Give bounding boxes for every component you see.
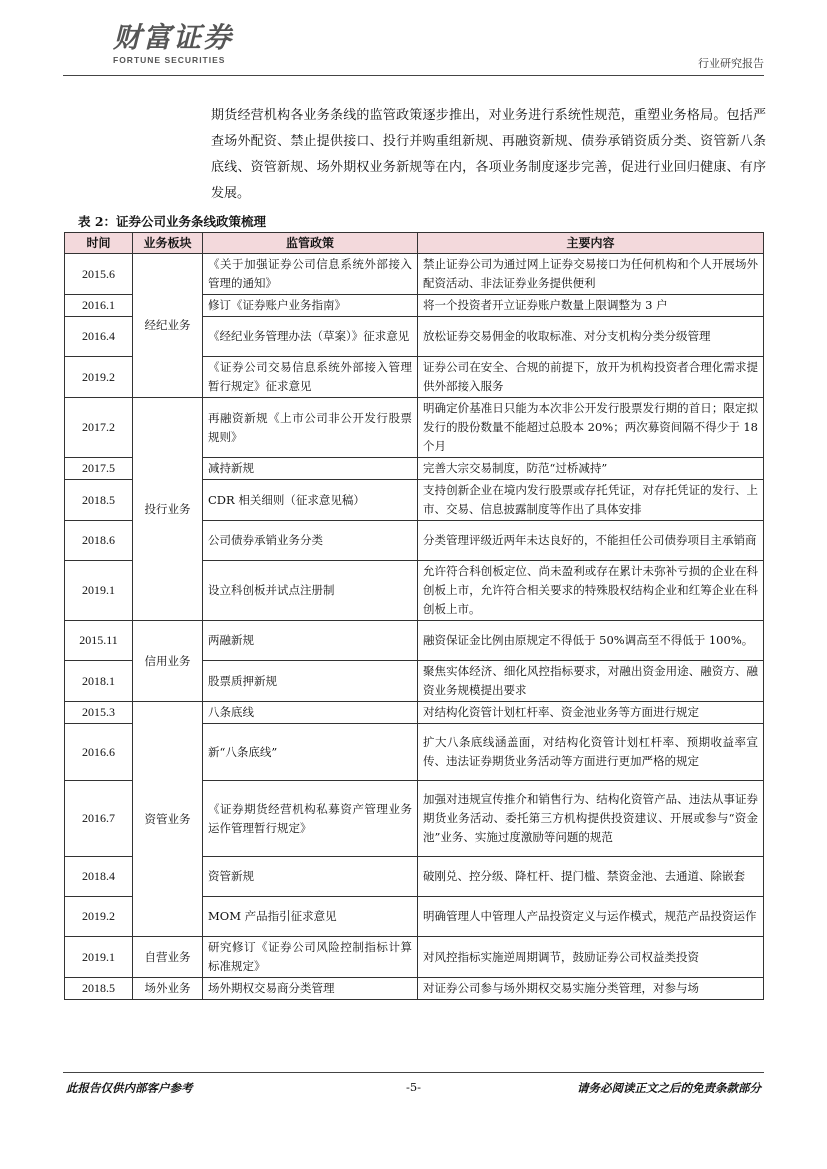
cell-policy: 公司债券承销业务分类 <box>203 521 418 561</box>
cell-policy: 修订《证券账户业务指南》 <box>203 295 418 317</box>
footer-divider <box>63 1072 764 1073</box>
page-number: -5- <box>405 1080 422 1094</box>
cell-business-segment: 投行业务 <box>133 398 203 621</box>
cell-time: 2016.4 <box>65 317 133 357</box>
cell-business-segment: 经纪业务 <box>133 254 203 398</box>
cell-content: 加强对违规宣传推介和销售行为、结构化资管产品、违法从事证券期货业务活动、委托第三方机构提供投资建议、开展或参与“资金池”业务、实施过度激励等问题的规范 <box>418 781 764 857</box>
column-header-content: 主要内容 <box>418 233 764 254</box>
cell-policy: 《证券期货经营机构私募资产管理业务运作管理暂行规定》 <box>203 781 418 857</box>
cell-business-segment: 场外业务 <box>133 978 203 1000</box>
cell-content: 将一个投资者开立证券账户数量上限调整为 3 户 <box>418 295 764 317</box>
cell-time: 2019.1 <box>65 561 133 621</box>
column-header-time: 时间 <box>65 233 133 254</box>
cell-content: 破刚兑、控分级、降杠杆、提门槛、禁资金池、去通道、除嵌套 <box>418 857 764 897</box>
cell-content: 完善大宗交易制度，防范“过桥减持” <box>418 458 764 480</box>
cell-time: 2015.6 <box>65 254 133 295</box>
cell-content: 分类管理评级近两年未达良好的，不能担任公司债券项目主承销商 <box>418 521 764 561</box>
cell-policy: 股票质押新规 <box>203 661 418 702</box>
policy-table <box>64 232 764 1000</box>
cell-policy: 《经纪业务管理办法（草案）》征求意见 <box>203 317 418 357</box>
cell-content: 对风控指标实施逆周期调节，鼓励证券公司权益类投资 <box>418 937 764 978</box>
cell-policy: 《证券公司交易信息系统外部接入管理暂行规定》征求意见 <box>203 357 418 398</box>
cell-policy: 八条底线 <box>203 702 418 724</box>
logo-english-name: FORTUNE SECURITIES <box>113 55 226 65</box>
table-row <box>65 937 764 978</box>
cell-policy: 设立科创板并试点注册制 <box>203 561 418 621</box>
cell-policy: 再融资新规《上市公司非公开发行股票规则》 <box>203 398 418 458</box>
footer-disclaimer: 此报告仅供内部客户参考 <box>66 1081 193 1095</box>
table-row <box>65 702 764 724</box>
cell-content: 扩大八条底线涵盖面，对结构化资管计划杠杆率、预期收益率宣传、违法证券期货业务活动等方面进行更加严格的规定 <box>418 724 764 781</box>
cell-time: 2017.5 <box>65 458 133 480</box>
cell-policy: MOM 产品指引征求意见 <box>203 897 418 937</box>
table-header-row <box>65 233 764 254</box>
cell-time: 2018.5 <box>65 978 133 1000</box>
cell-content: 允许符合科创板定位、尚未盈利或存在累计未弥补亏损的企业在科创板上市，允许符合相关要求的特殊股权结构企业和红筹企业在科创板上市。 <box>418 561 764 621</box>
cell-time: 2015.11 <box>65 621 133 661</box>
cell-policy: 减持新规 <box>203 458 418 480</box>
cell-time: 2019.2 <box>65 897 133 937</box>
cell-policy: 研究修订《证券公司风险控制指标计算标准规定》 <box>203 937 418 978</box>
header-divider <box>63 75 764 76</box>
cell-content: 对证券公司参与场外期权交易实施分类管理，对参与场 <box>418 978 764 1000</box>
cell-content: 聚焦实体经济、细化风控指标要求，对融出资金用途、融资方、融资业务规模提出要求 <box>418 661 764 702</box>
footer-notice: 请务必阅读正文之后的免责条款部分 <box>577 1081 761 1095</box>
cell-time: 2017.2 <box>65 398 133 458</box>
column-header-business: 业务板块 <box>133 233 203 254</box>
cell-content: 禁止证券公司为通过网上证券交易接口为任何机构和个人开展场外配资活动、非法证券业务提供便利 <box>418 254 764 295</box>
cell-content: 放松证券交易佣金的收取标准、对分支机构分类分级管理 <box>418 317 764 357</box>
table-row <box>65 621 764 661</box>
cell-policy: 资管新规 <box>203 857 418 897</box>
cell-content: 明确管理人中管理人产品投资定义与运作模式，规范产品投资运作 <box>418 897 764 937</box>
cell-content: 融资保证金比例由原规定不得低于 50%调高至不得低于 100%。 <box>418 621 764 661</box>
cell-time: 2019.1 <box>65 937 133 978</box>
cell-time: 2018.6 <box>65 521 133 561</box>
cell-policy: 场外期权交易商分类管理 <box>203 978 418 1000</box>
cell-time: 2015.3 <box>65 702 133 724</box>
cell-business-segment: 信用业务 <box>133 621 203 702</box>
cell-time: 2016.6 <box>65 724 133 781</box>
intro-text: 期货经营机构各业务条线的监管政策逐步推出，对业务进行系统性规范，重塑业务格局。包括严查场外配资、禁止提供接口、投行并购重组新规、再融资新规、债券承销资质分类、资管新八条底线、资管新规、场外期权业务新规等在内，各项业务制度逐步完善，促进行业回归健康、有序发展。 <box>211 108 766 201</box>
cell-policy: 两融新规 <box>203 621 418 661</box>
cell-time: 2016.1 <box>65 295 133 317</box>
column-header-policy: 监管政策 <box>203 233 418 254</box>
cell-content: 对结构化资管计划杠杆率、资金池业务等方面进行规定 <box>418 702 764 724</box>
intro-paragraph <box>211 103 766 207</box>
company-logo <box>113 22 233 65</box>
cell-business-segment: 自营业务 <box>133 937 203 978</box>
cell-business-segment: 资管业务 <box>133 702 203 937</box>
cell-time: 2016.7 <box>65 781 133 857</box>
table-row <box>65 978 764 1000</box>
cell-time: 2018.1 <box>65 661 133 702</box>
cell-content: 证券公司在安全、合规的前提下，放开为机构投资者合理化需求提供外部接入服务 <box>418 357 764 398</box>
table-body <box>65 254 764 1000</box>
report-type-label: 行业研究报告 <box>698 57 764 70</box>
cell-content: 支持创新企业在境内发行股票或存托凭证，对存托凭证的发行、上市、交易、信息披露制度等作出了具体安排 <box>418 480 764 521</box>
cell-time: 2018.5 <box>65 480 133 521</box>
cell-policy: 新“八条底线” <box>203 724 418 781</box>
cell-time: 2018.4 <box>65 857 133 897</box>
cell-policy: 《关于加强证券公司信息系统外部接入管理的通知》 <box>203 254 418 295</box>
cell-policy: CDR 相关细则（征求意见稿） <box>203 480 418 521</box>
table-row <box>65 398 764 458</box>
cell-content: 明确定价基准日只能为本次非公开发行股票发行期的首日；限定拟发行的股份数量不能超过总股本 20%；两次募资间隔不得少于 18 个月 <box>418 398 764 458</box>
table-row <box>65 254 764 295</box>
logo-chinese-name: 财富证券 <box>113 21 234 54</box>
cell-time: 2019.2 <box>65 357 133 398</box>
table-caption: 表 2：证券公司业务条线政策梳理 <box>78 214 267 229</box>
